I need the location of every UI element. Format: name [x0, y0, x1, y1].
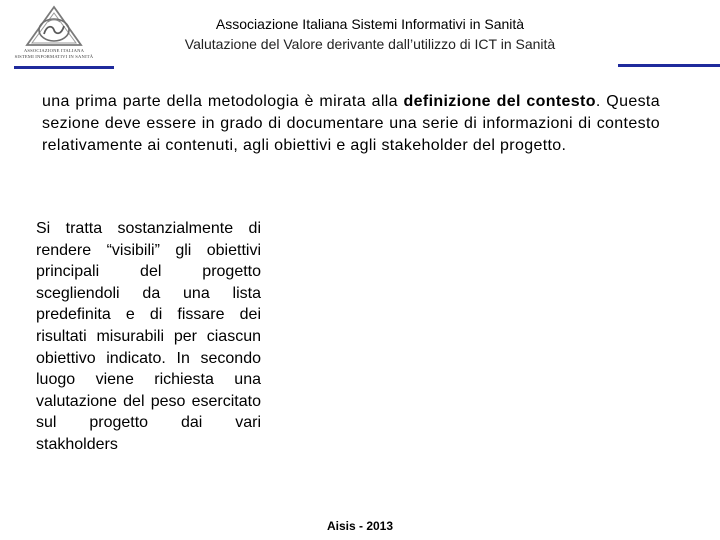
- intro-paragraph: [42, 91, 660, 157]
- logo-caption: [8, 48, 100, 60]
- intro-text-after: . Questa sezione deve essere in grado di documentare una serie di informazioni di contesto relativamente ai contenuti, agli obiettivi e agli stakeholder del progetto.: [42, 93, 660, 154]
- logo-line-2: SISTEMI INFORMATIVI IN SANITÀ: [14, 54, 94, 59]
- aisis-logo: [8, 4, 100, 66]
- header-title: Associazione Italiana Sistemi Informativi in Sanità: [215, 16, 525, 32]
- header-divider-left: [14, 66, 114, 69]
- footer-label: Aisis - 2013: [326, 519, 394, 533]
- intro-emphasis: definizione del contesto: [403, 93, 596, 110]
- header-divider-right: [618, 64, 720, 67]
- logo-line-1: ASSOCIAZIONE ITALIANA: [23, 48, 85, 53]
- header-subtitle: Valutazione del Valore derivante dall’utilizzo di ICT in Sanità: [184, 36, 556, 52]
- objectives-paragraph: Si tratta sostanzialmente di rendere “visibili” gli obiettivi principali del progetto scegliendoli da una lista predefinita e di fissare dei risultati misurabili per ciascun obiettivo indicato. In secondo luogo viene richiesta una valutazione del peso esercitato sul progetto dai vari stakholders: [36, 220, 261, 453]
- logo-emblem-icon: [22, 4, 86, 48]
- intro-text-before: una prima parte della metodologia è mirata alla: [42, 93, 404, 110]
